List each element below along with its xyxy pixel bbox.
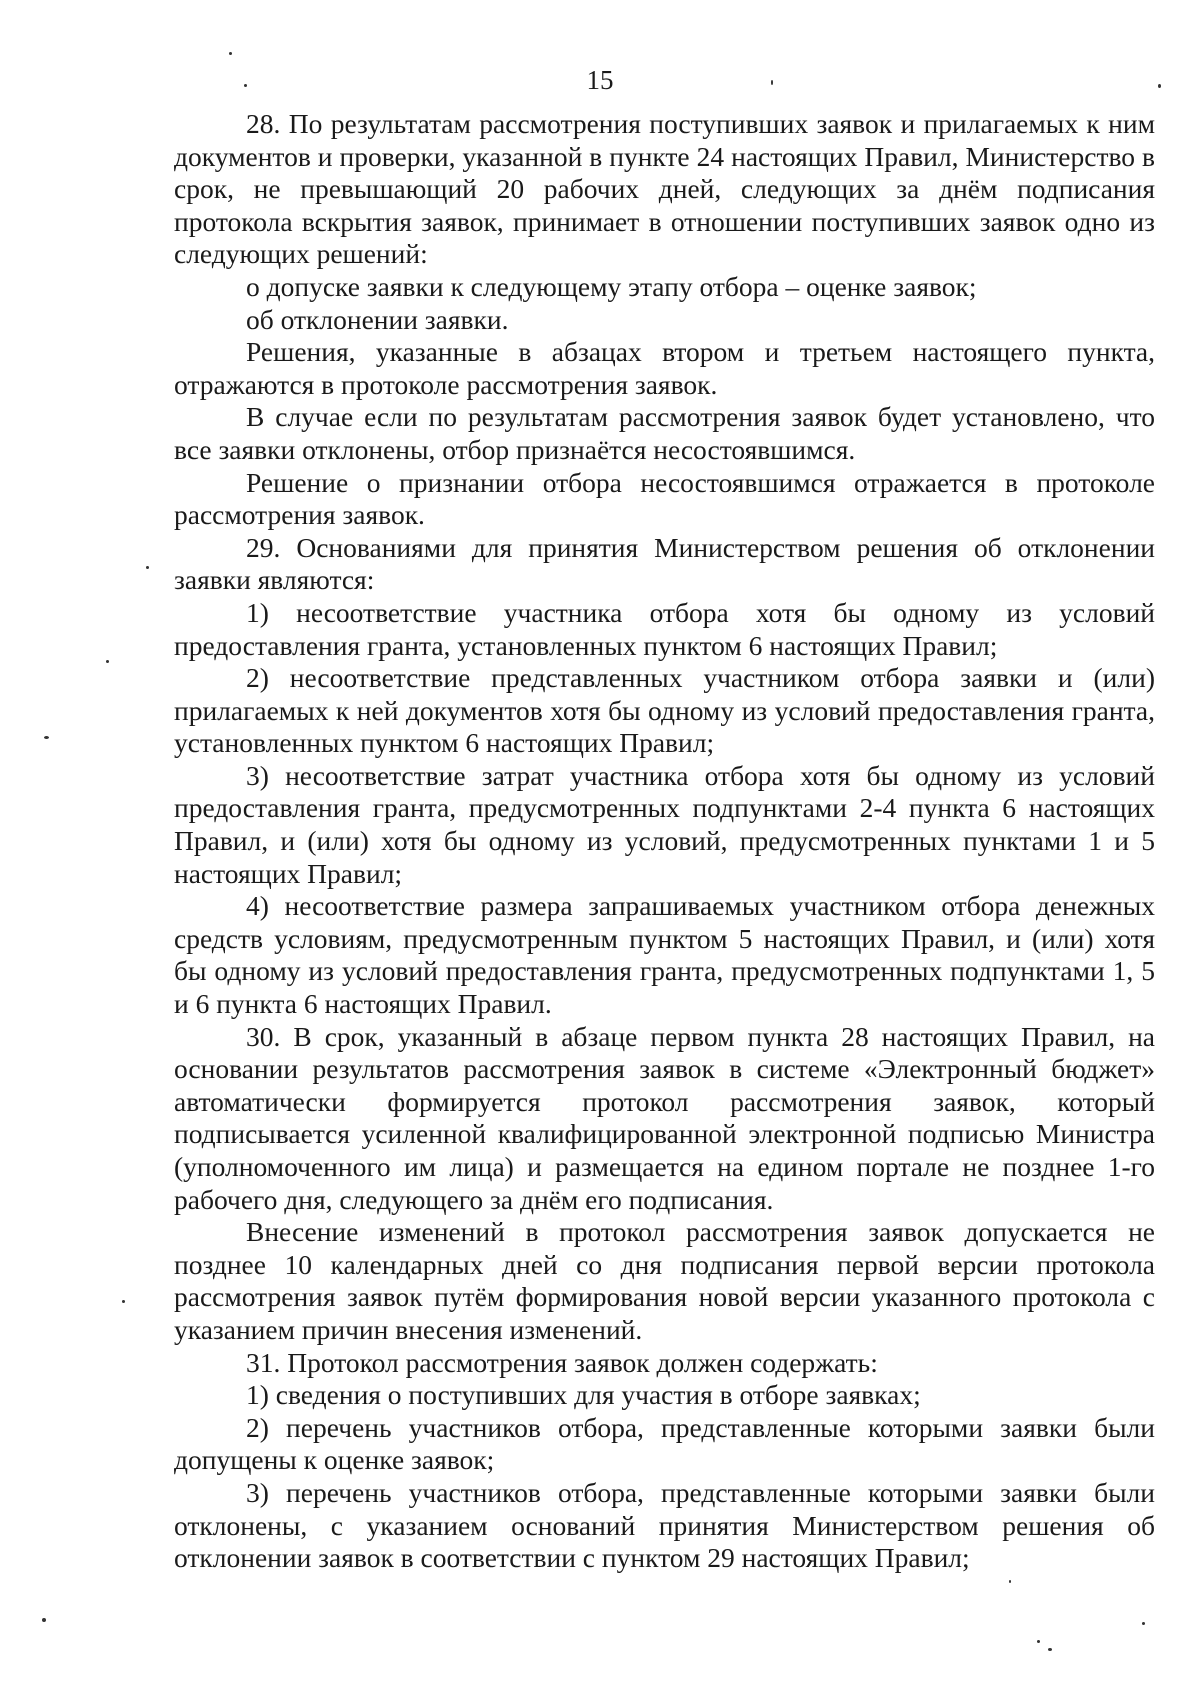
scan-speck bbox=[42, 1618, 46, 1622]
paragraph-30-amendments: Внесение изменений в протокол рассмотрения заявок допускается не позднее 10 календарных дней со дня подписания первой версии протокола рассмотрения заявок путём формирования новой версии указанного протокола с указанием причин внесения изменений. bbox=[174, 1216, 1155, 1345]
paragraph-28-failed-selection: Решение о признании отбора несостоявшимся отражается в протоколе рассмотрения заявок. bbox=[174, 466, 1155, 531]
scan-speck bbox=[1158, 84, 1161, 88]
paragraph-31-intro: 31. Протокол рассмотрения заявок должен содержать: bbox=[246, 1346, 878, 1378]
paragraph-28-option-admit: о допуске заявки к следующему этапу отбора – оценке заявок; bbox=[246, 270, 977, 302]
paragraph-28-all-rejected: В случае если по результатам рассмотрения заявок будет установлено, что все заявки отклонены, отбор признаётся несостоявшимся. bbox=[174, 401, 1155, 465]
paragraph-29-item-3: 3) несоответствие затрат участника отбора хотя бы одному из условий предоставления гранта, предусмотренных подпунктами 2-4 пункта 6 настоящих Правил, и (или) хотя бы одному из условий, предусмотренных пунктами 1 и 5 настоящих Правил; bbox=[174, 759, 1155, 889]
paragraph-28-option-reject: об отклонении заявки. bbox=[246, 303, 509, 335]
paragraph-30-protocol: 30. В срок, указанный в абзаце первом пункта 28 настоящих Правил, на основании результатов рассмотрения заявок в системе «Электронный бюджет» автоматически формируется протокол рассмотрения заявок, который подписывается усиленной квалифицированной электронной подписью Министра (уполномоченного им лица) и размещается на едином портале не позднее 1-го рабочего дня, следующего за днём его подписания. bbox=[174, 1020, 1155, 1215]
page-number: 15 bbox=[586, 65, 614, 95]
paragraph-31-item-1: 1) сведения о поступивших для участия в отборе заявках; bbox=[246, 1379, 921, 1411]
paragraph-31-item-3: 3) перечень участников отбора, представленные которыми заявки были отклонены, с указанием оснований принятия Министерством решения об отклонении заявок в соответствии с пунктом 29 настоящих Правил; bbox=[174, 1476, 1155, 1574]
scan-speck bbox=[1037, 1640, 1040, 1643]
scan-speck bbox=[244, 84, 247, 87]
scan-speck bbox=[106, 660, 109, 663]
scan-speck bbox=[122, 1300, 125, 1303]
scan-speck bbox=[1142, 1622, 1145, 1625]
scan-speck bbox=[1009, 1580, 1011, 1583]
scan-speck bbox=[1048, 1648, 1052, 1651]
paragraph-29-intro: 29. Основаниями для принятия Министерством решения об отклонении заявки являются: bbox=[174, 531, 1155, 596]
scan-speck bbox=[44, 736, 49, 739]
paragraph-29-item-1: 1) несоответствие участника отбора хотя бы одному из условий предоставления гранта, установленных пунктом 6 настоящих Правил; bbox=[174, 596, 1155, 661]
paragraph-28-intro: 28. По результатам рассмотрения поступивших заявок и прилагаемых к ним документов и проверки, указанной в пункте 24 настоящих Правил, Министерство в срок, не превышающий 20 рабочих дней, следующих за днём подписания протокола вскрытия заявок, принимает в отношении поступивших заявок одно из следующих решений: bbox=[174, 108, 1155, 270]
scan-speck bbox=[771, 80, 773, 85]
scan-speck bbox=[229, 52, 232, 55]
paragraph-29-item-4: 4) несоответствие размера запрашиваемых участником отбора денежных средств условиям, предусмотренным пунктом 5 настоящих Правил, и (или) хотя бы одному из условий предоставления гранта, предусмотренных подпунктами 1, 5 и 6 пункта 6 настоящих Правил. bbox=[174, 890, 1155, 1020]
paragraph-31-item-2: 2) перечень участников отбора, представленные которыми заявки были допущены к оценке заявок; bbox=[174, 1411, 1155, 1476]
paragraph-28-decisions-recorded: Решения, указанные в абзацах втором и третьем настоящего пункта, отражаются в протоколе рассмотрения заявок. bbox=[174, 336, 1155, 400]
paragraph-29-item-2: 2) несоответствие представленных участником отбора заявки и (или) прилагаемых к ней документов хотя бы одному из условий предоставления гранта, установленных пунктом 6 настоящих Правил; bbox=[174, 662, 1155, 759]
document-body bbox=[174, 108, 1155, 1575]
scan-speck bbox=[146, 566, 149, 569]
